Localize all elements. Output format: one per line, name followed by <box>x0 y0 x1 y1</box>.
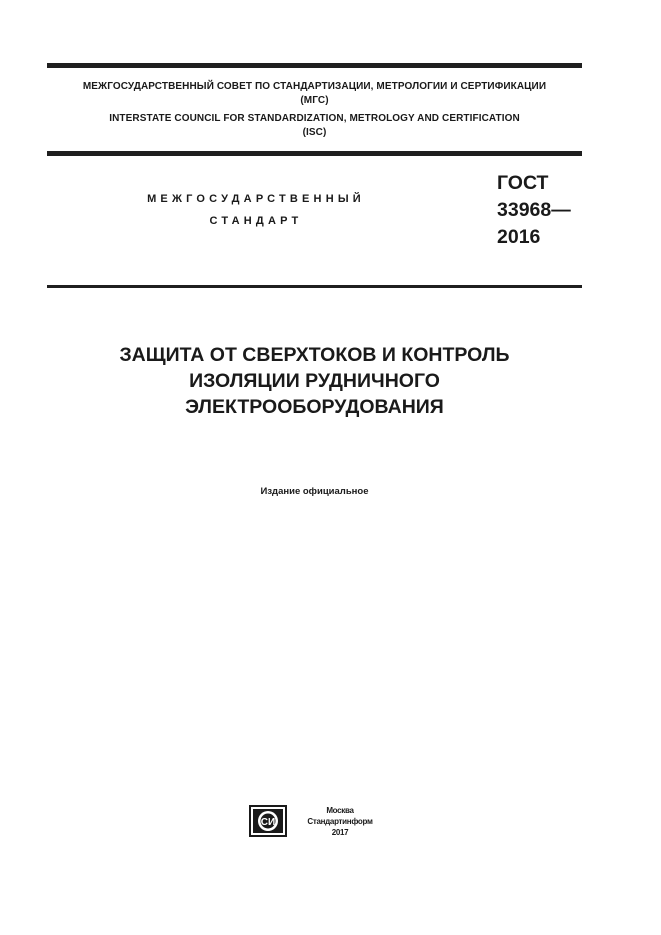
council-name-ru: МЕЖГОСУДАРСТВЕННЫЙ СОВЕТ ПО СТАНДАРТИЗАЦИИ, МЕТРОЛОГИИ И СЕРТИФИКАЦИИ <box>82 81 547 92</box>
standard-designation <box>497 170 571 251</box>
standard-type <box>120 188 392 232</box>
edition-note: Издание официальное <box>260 486 369 497</box>
document-title <box>47 342 582 420</box>
publisher-city: Москва <box>326 806 354 815</box>
title-line3: ЭЛЕКТРООБОРУДОВАНИЯ <box>185 396 444 418</box>
council-abbr-ru: (МГС) <box>300 95 329 106</box>
council-abbr-en: (ISC) <box>302 127 327 138</box>
header-bottom-rule <box>47 151 582 156</box>
council-header <box>47 80 582 140</box>
title-line2: ИЗОЛЯЦИИ РУДНИЧНОГО <box>189 370 440 392</box>
publisher-block <box>294 805 386 838</box>
council-name-en: INTERSTATE COUNCIL FOR STANDARDIZATION, METROLOGY AND CERTIFICATION <box>109 113 520 124</box>
standartinform-logo-icon <box>249 805 287 837</box>
publisher-year: 2017 <box>331 828 349 837</box>
designation-bottom-rule <box>47 285 582 288</box>
standard-type-line2: СТАНДАРТ <box>209 215 303 227</box>
designation-year: 2016 <box>497 226 541 248</box>
top-rule <box>47 63 582 68</box>
standard-type-line1: МЕЖГОСУДАРСТВЕННЫЙ <box>147 193 365 205</box>
title-line1: ЗАЩИТА ОТ СВЕРХТОКОВ И КОНТРОЛЬ <box>119 344 510 366</box>
designation-prefix: ГОСТ <box>497 172 549 194</box>
designation-number: 33968— <box>497 199 571 221</box>
logo-text: СИ <box>260 817 276 828</box>
publisher-name: Стандартинформ <box>307 817 373 826</box>
